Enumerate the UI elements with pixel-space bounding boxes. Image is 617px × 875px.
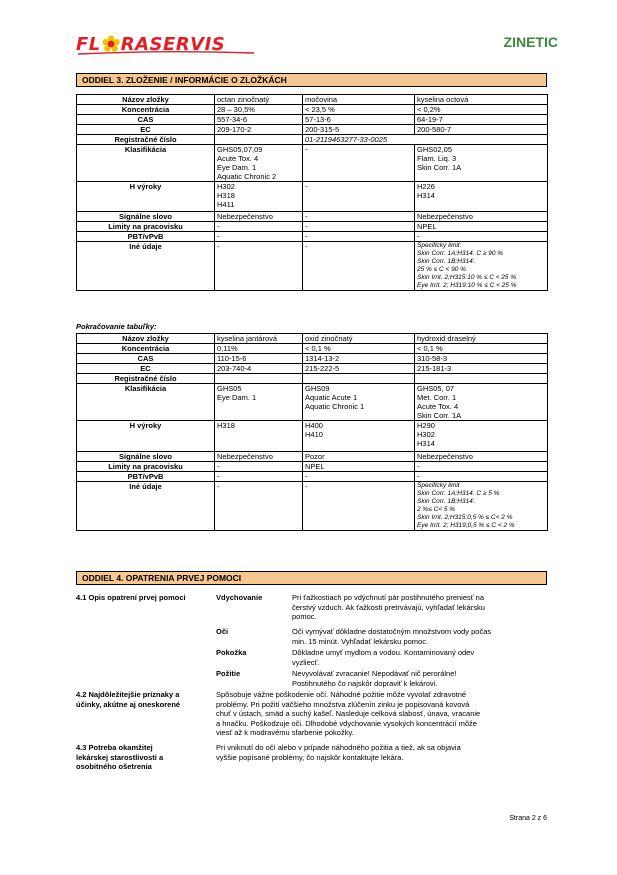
table-cell: NPEL	[303, 462, 415, 472]
subsection-4-1-title: 4.1 Opis opatrení prvej pomoci	[76, 593, 186, 602]
table-cell: H400 H410	[303, 421, 415, 452]
table-cell: < 23,5 %	[303, 105, 415, 115]
table-cell: Nebezpečenstvo	[215, 212, 303, 222]
table-cell: H226 H314	[415, 182, 548, 212]
row-label: Klasifikácia	[77, 145, 215, 182]
row-label: PBT/vPvB	[77, 472, 215, 482]
table-row	[77, 472, 548, 482]
table-row	[77, 242, 548, 291]
table-cell: Nebezpečenstvo	[415, 452, 548, 462]
table-row	[77, 105, 548, 115]
table-cell: GHS09 Aquatic Acute 1 Aquatic Chronic 1	[303, 384, 415, 421]
table-row	[77, 482, 548, 531]
row-label: Signálne slovo	[77, 212, 215, 222]
subsection-4-2-text: Spôsobuje vážne poškodenie očí. Náhodné požitie môže vyvolať zdravotné problémy. Pri požití väčšieho množstva zlúčenín zinku je popisovaná kovová chuť v ústach, smäd a suchý kašeľ. Nasleduje celková slabosť, únava, vracanie a hnačku. Poškodzuje oči. Dlhodobé vdychovanie vysokých koncentrácií môže viesť až k modravému sfarbenie pokožky.	[216, 690, 481, 737]
page-header	[76, 30, 560, 56]
table-cell: -	[303, 145, 415, 182]
subsection-4-3-title: 4.3 Potreba okamžitej lekárskej starostlivosti a osobitného ošetrenia	[76, 743, 164, 771]
subsection-4-2-title: 4.2 Najdôležitejšie príznaky a účinky, akútne aj oneskorené	[76, 690, 181, 709]
page-number: Strana 2 z 6	[509, 815, 547, 822]
table-row	[77, 462, 548, 472]
item-key: Oči	[216, 627, 229, 636]
table-cell: kyselina jantárová	[215, 334, 303, 344]
table-row	[77, 334, 548, 344]
logo-text-raservis: RASERVIS	[120, 33, 226, 55]
table-row	[77, 222, 548, 232]
item-text: Pri ťažkostiach po vdýchnutí pár postihnutého preniesť na čerstvý vzduch. Ak ťažkosti pretrvávajú, vyhľadať lekársku pomoc.	[292, 593, 485, 621]
table-cell: 200-315-5	[303, 125, 415, 135]
table-cell	[303, 374, 415, 384]
table-cell: Nebezpečenstvo	[415, 212, 548, 222]
table-cell: močovina	[303, 95, 415, 105]
table-cell: -	[303, 482, 415, 531]
table-row	[77, 364, 548, 374]
row-label: Iné údaje	[77, 242, 215, 291]
row-label: Limity na pracovisku	[77, 222, 215, 232]
row-label: H výroky	[77, 182, 215, 212]
registration-number: 01-2119463277-33-0025	[303, 135, 548, 145]
table-row	[77, 95, 548, 105]
table-continuation-label: Pokračovanie tabuľky:	[76, 322, 157, 331]
composition-table-2	[76, 333, 548, 531]
table-cell: -	[303, 242, 415, 291]
table-row	[77, 182, 548, 212]
table-cell	[215, 374, 303, 384]
table-row	[77, 374, 548, 384]
specific-limits: Specifický limit Skin Corr. 1A;H314: C ≥ 5 % Skin Corr. 1B;H314: 2 %≤ C< 5 % Skin Irrit. 2;H315:0,5 % ≤ C< 2 % Eye Irrit. 2; H319;0,5 % ≤ C < 2 %	[415, 482, 548, 531]
composition-table-1	[76, 94, 548, 291]
table-cell: < 0,1 %	[303, 344, 415, 354]
table-cell: GHS05 Eye Dam. 1	[215, 384, 303, 421]
table-cell: 215-181-3	[415, 364, 548, 374]
row-label: Koncentrácia	[77, 105, 215, 115]
row-label: H výroky	[77, 421, 215, 452]
table-row	[77, 115, 548, 125]
table-cell: 64-19-7	[415, 115, 548, 125]
subsection-4-3-text: Pri vniknutí do očí alebo v prípade náhodného požitia a tiež, ak sa objavia vyššie popísané problémy, čo najskôr kontaktujte lekára.	[216, 743, 461, 762]
table-cell: -	[303, 472, 415, 482]
table-row	[77, 384, 548, 421]
specific-limits: Specifický limit: Skin Corr. 1A;H314: C ≥ 90 % Skin Corr. 1B;H314: 25 % ≤ C < 90 % Skin Irrit. 2;H315:10 % ≤ C < 25 % Eye Irrit. 2; H319:10 % ≤ C < 25 %	[415, 242, 548, 291]
table-cell: -	[215, 242, 303, 291]
table-cell: 110-15-6	[215, 354, 303, 364]
logo-text-fl: FL	[76, 33, 101, 55]
row-label: Limity na pracovisku	[77, 462, 215, 472]
product-name: ZINETIC	[503, 34, 558, 50]
table-cell	[215, 135, 303, 145]
table-cell: 203-740-4	[215, 364, 303, 374]
table-cell: Nebezpečenstvo	[215, 452, 303, 462]
table-cell: -	[415, 472, 548, 482]
table-cell: 557-34-6	[215, 115, 303, 125]
table-cell: H302 H318 H411	[215, 182, 303, 212]
item-text: Dôkladne umyť mydlom a vodou. Kontaminovaný odev vyzliecť.	[292, 648, 475, 667]
table-cell: 310-58-3	[415, 354, 548, 364]
table-cell: -	[415, 232, 548, 242]
table-row	[77, 344, 548, 354]
section-4-heading: ODDIEL 4. OPATRENIA PRVEJ POMOCI	[76, 571, 547, 585]
table-cell: -	[215, 222, 303, 232]
row-label: EC	[77, 364, 215, 374]
table-row	[77, 232, 548, 242]
table-cell: 200-580-7	[415, 125, 548, 135]
row-label: Koncentrácia	[77, 344, 215, 354]
table-cell: -	[303, 182, 415, 212]
item-text: Nevyvolávať zvracanie! Nepodávať nič perorálne! Postihnutého čo najskôr dopraviť k lekárovi.	[292, 669, 457, 688]
row-label: Názov zložky	[77, 95, 215, 105]
table-cell: GHS02,05 Flam. Liq. 3 Skin Corr. 1A	[415, 145, 548, 182]
table-row	[77, 452, 548, 462]
table-row	[77, 212, 548, 222]
table-cell: 209-170-2	[215, 125, 303, 135]
table-cell: NPEL	[415, 222, 548, 232]
table-cell: 28 – 30,5%	[215, 105, 303, 115]
table-cell: GHS05, 07 Met. Corr. 1 Acute Tox. 4 Skin Corr. 1A	[415, 384, 548, 421]
table-cell: 0,11%	[215, 344, 303, 354]
table-cell: -	[303, 212, 415, 222]
item-key: Vdychovanie	[216, 593, 263, 602]
table-cell: H318	[215, 421, 303, 452]
table-cell: -	[303, 222, 415, 232]
table-cell: -	[215, 472, 303, 482]
table-cell: < 0,1 %	[415, 344, 548, 354]
row-label: Registračné číslo	[77, 374, 215, 384]
table-cell: 1314-13-2	[303, 354, 415, 364]
table-cell: 57-13-6	[303, 115, 415, 125]
table-cell: oxid zinočnatý	[303, 334, 415, 344]
table-row	[77, 125, 548, 135]
item-text: Oči vymývať dôkladne dostatočným množstvom vody počas min. 15 minút. Vyhľadať lekársku pomoc.	[292, 627, 492, 646]
row-label: PBT/vPvB	[77, 232, 215, 242]
table-cell: H290 H302 H314	[415, 421, 548, 452]
first-aid-section	[76, 593, 547, 773]
table-cell: octan zinočnatý	[215, 95, 303, 105]
row-label: Klasifikácia	[77, 384, 215, 421]
table-cell: -	[415, 462, 548, 472]
row-label: Registračné číslo	[77, 135, 215, 145]
table-row	[77, 135, 548, 145]
table-cell: -	[303, 232, 415, 242]
table-cell: hydroxid draselný	[415, 334, 548, 344]
row-label: CAS	[77, 354, 215, 364]
table-cell: 215-222-5	[303, 364, 415, 374]
item-key: Pokožka	[216, 648, 247, 657]
table-cell: < 0,2%	[415, 105, 548, 115]
row-label: Iné údaje	[77, 482, 215, 531]
row-label: Signálne slovo	[77, 452, 215, 462]
table-cell: -	[215, 232, 303, 242]
table-cell: Pozor	[303, 452, 415, 462]
row-label: Názov zložky	[77, 334, 215, 344]
table-row	[77, 145, 548, 182]
section-3-heading: ODDIEL 3. ZLOŽENIE / INFORMÁCIE O ZLOŽKÁCH	[76, 73, 547, 87]
table-cell: -	[215, 462, 303, 472]
logo-swoosh	[76, 50, 256, 56]
row-label: CAS	[77, 115, 215, 125]
row-label: EC	[77, 125, 215, 135]
table-cell	[415, 374, 548, 384]
table-row	[77, 421, 548, 452]
table-cell: -	[215, 482, 303, 531]
table-cell: GHS05,07,09 Acute Tox. 4 Eye Dam. 1 Aquatic Chronic 2	[215, 145, 303, 182]
table-row	[77, 354, 548, 364]
table-cell: kyselina octová	[415, 95, 548, 105]
item-key: Požitie	[216, 669, 241, 678]
